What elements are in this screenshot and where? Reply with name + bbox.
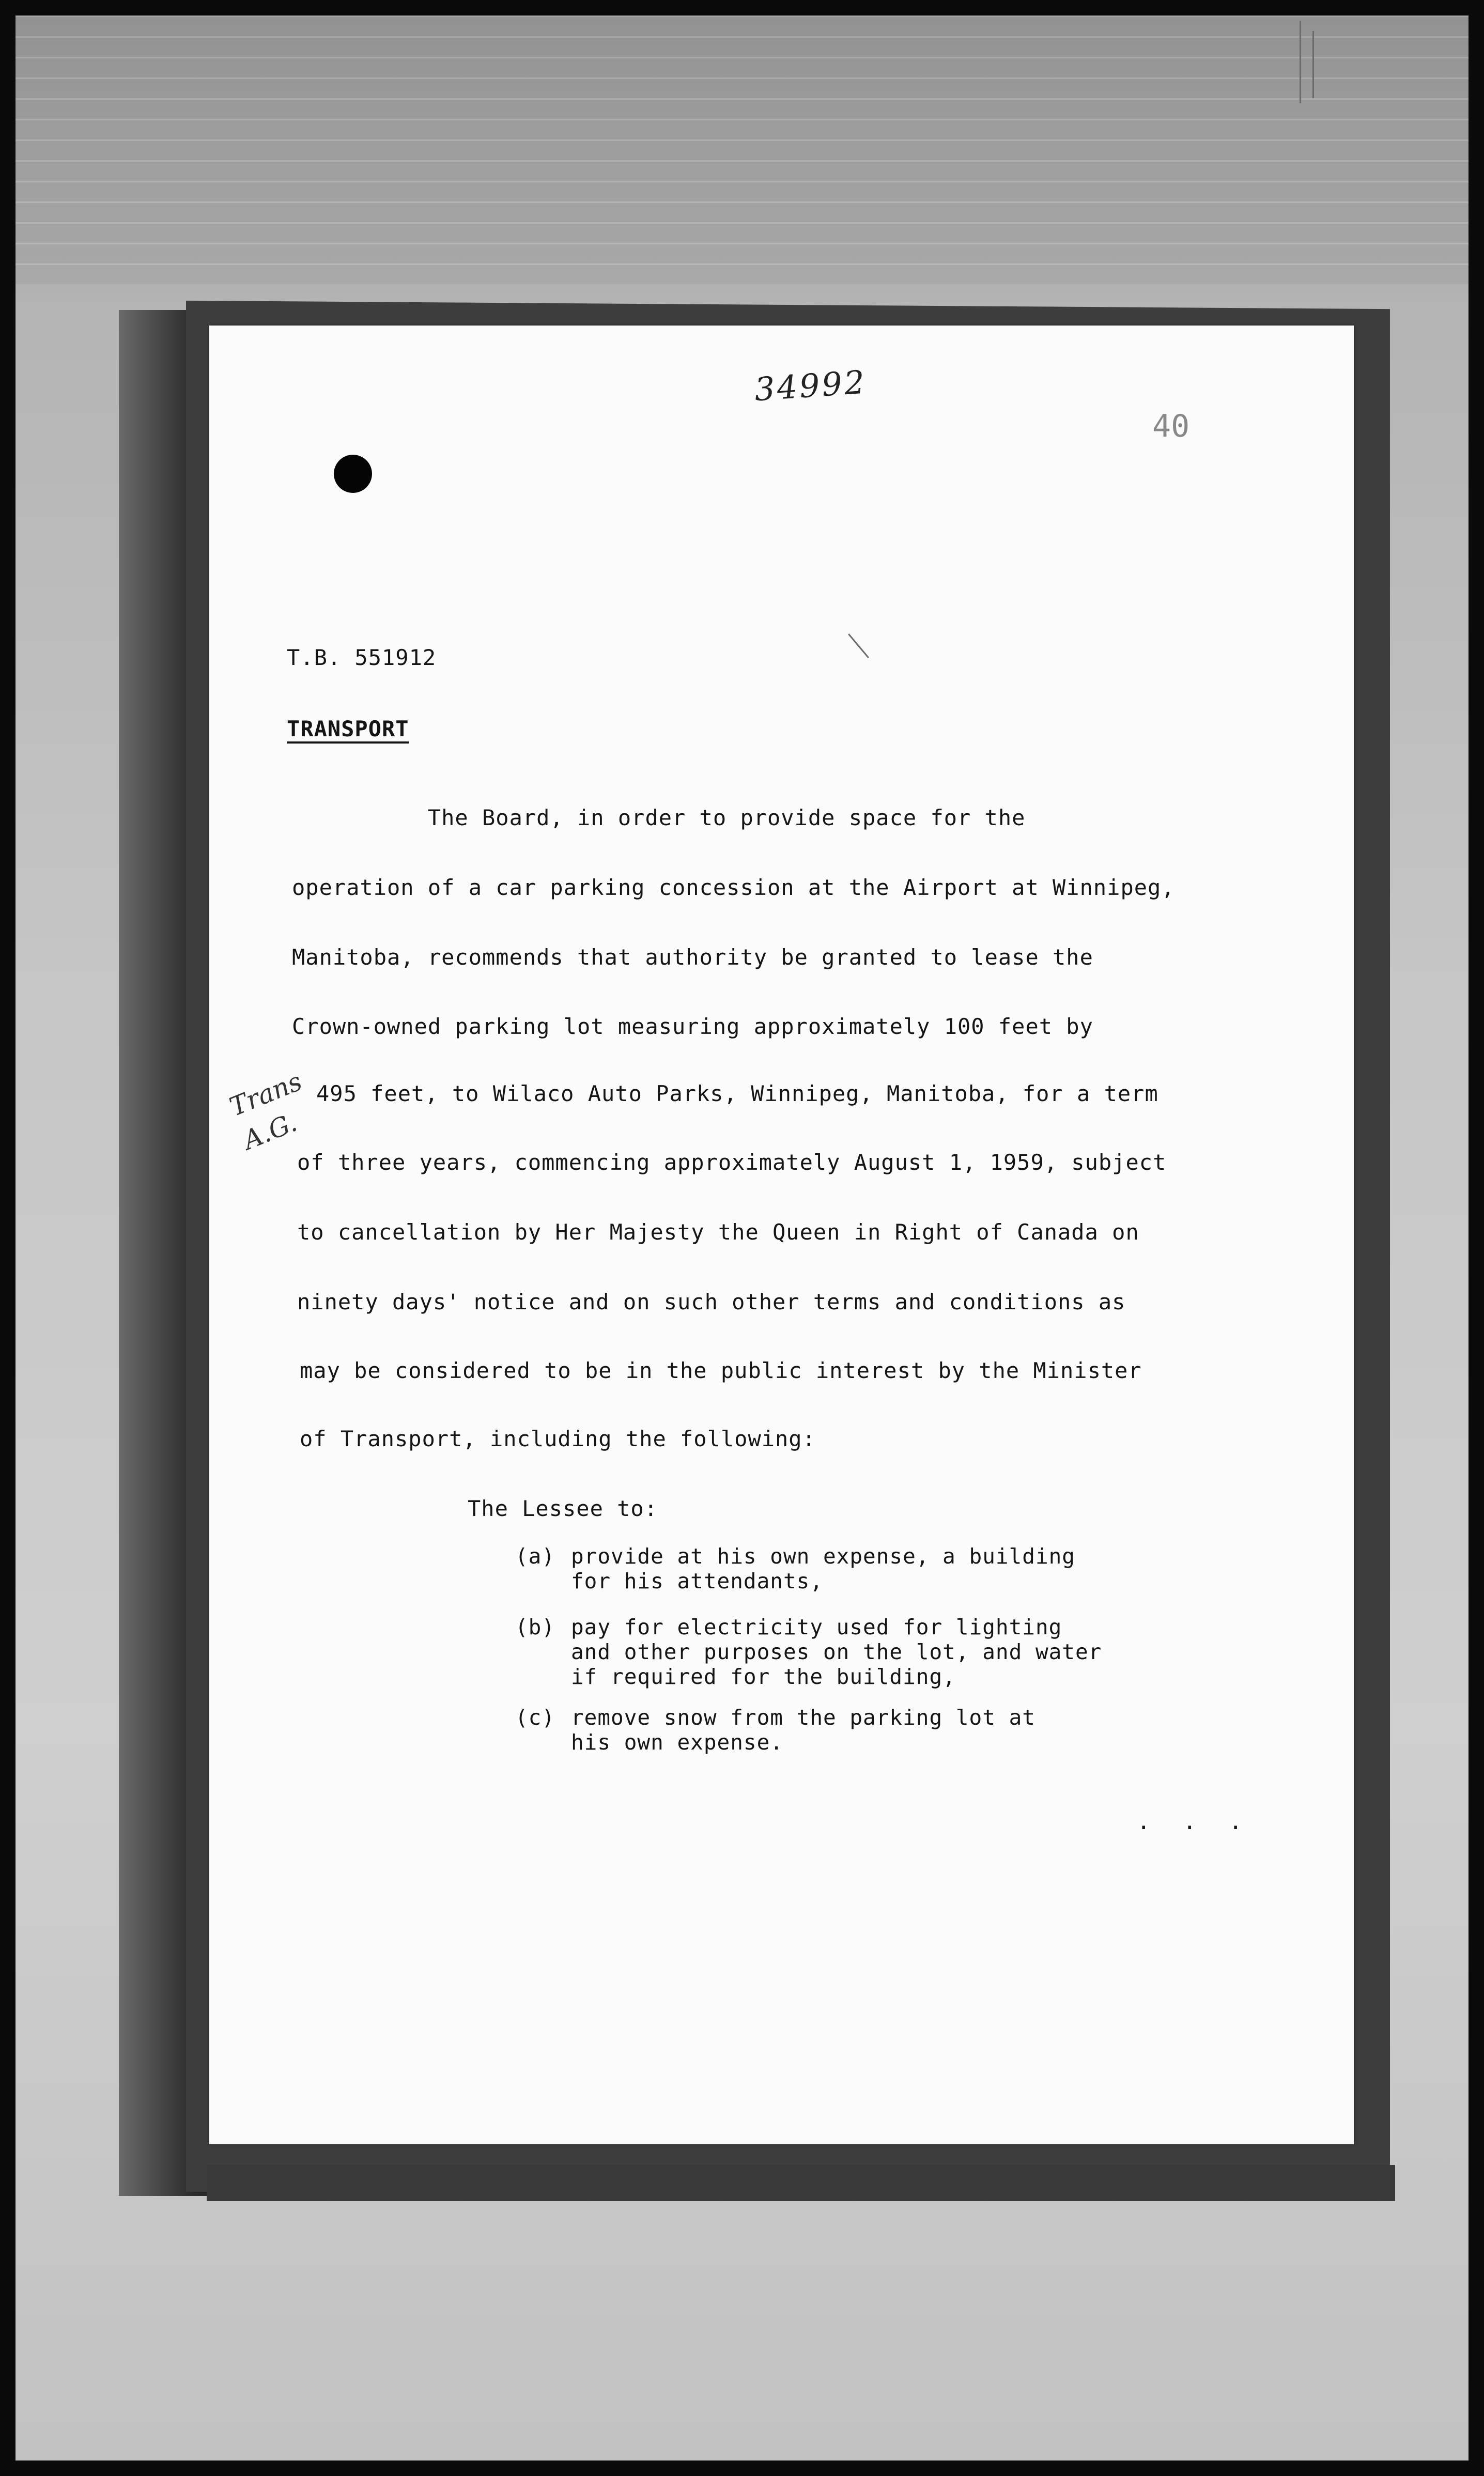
paragraph-line: may be considered to be in the public interest by the Minister xyxy=(300,1358,1142,1383)
paragraph-line: of three years, commencing approximately August 1, 1959, subject xyxy=(297,1150,1167,1175)
list-item-text: provide at his own expense, a building xyxy=(571,1544,1075,1569)
section-heading: TRANSPORT xyxy=(287,716,409,741)
list-item-text: remove snow from the parking lot at xyxy=(571,1705,1035,1730)
paragraph-line: Crown-owned parking lot measuring approximately 100 feet by xyxy=(292,1014,1093,1039)
paragraph-line: of Transport, including the following: xyxy=(300,1426,816,1451)
film-scratch xyxy=(1300,21,1301,103)
list-item-text: if required for the building, xyxy=(571,1664,956,1689)
list-item-text: for his attendants, xyxy=(571,1569,823,1593)
paragraph-line: to cancellation by Her Majesty the Queen in Right of Canada on xyxy=(297,1219,1139,1245)
paragraph-line: ninety days' notice and on such other terms and conditions as xyxy=(297,1289,1126,1314)
page-shadow-bottom xyxy=(207,2165,1395,2201)
list-item-text: and other purposes on the lot, and water xyxy=(571,1639,1102,1664)
continuation-marker: . . . xyxy=(1137,1808,1252,1835)
handwritten-margin-note: Trans A.G. xyxy=(225,1066,306,1156)
treasury-board-reference: T.B. 551912 xyxy=(287,645,437,670)
stamped-page-number: 40 xyxy=(1152,408,1190,444)
lessee-intro: The Lessee to: xyxy=(468,1496,658,1521)
paragraph-line: The Board, in order to provide space for the xyxy=(292,805,1026,830)
paragraph-line: operation of a car parking concession at the Airport at Winnipeg, xyxy=(292,875,1175,900)
list-item-text: his own expense. xyxy=(571,1730,783,1755)
list-item-marker: (a) xyxy=(515,1544,555,1569)
list-item-text: pay for electricity used for lighting xyxy=(571,1615,1062,1639)
paragraph-line: 495 feet, to Wilaco Auto Parks, Winnipeg, Manitoba, for a term xyxy=(316,1081,1158,1106)
film-scratch xyxy=(1312,31,1314,98)
list-item-marker: (b) xyxy=(515,1615,555,1639)
punch-hole xyxy=(334,455,372,493)
paragraph-line: Manitoba, recommends that authority be granted to lease the xyxy=(292,945,1093,970)
film-background-texture xyxy=(16,16,1468,284)
list-item-marker: (c) xyxy=(515,1705,555,1730)
handwritten-file-number: 34992 xyxy=(753,363,868,409)
